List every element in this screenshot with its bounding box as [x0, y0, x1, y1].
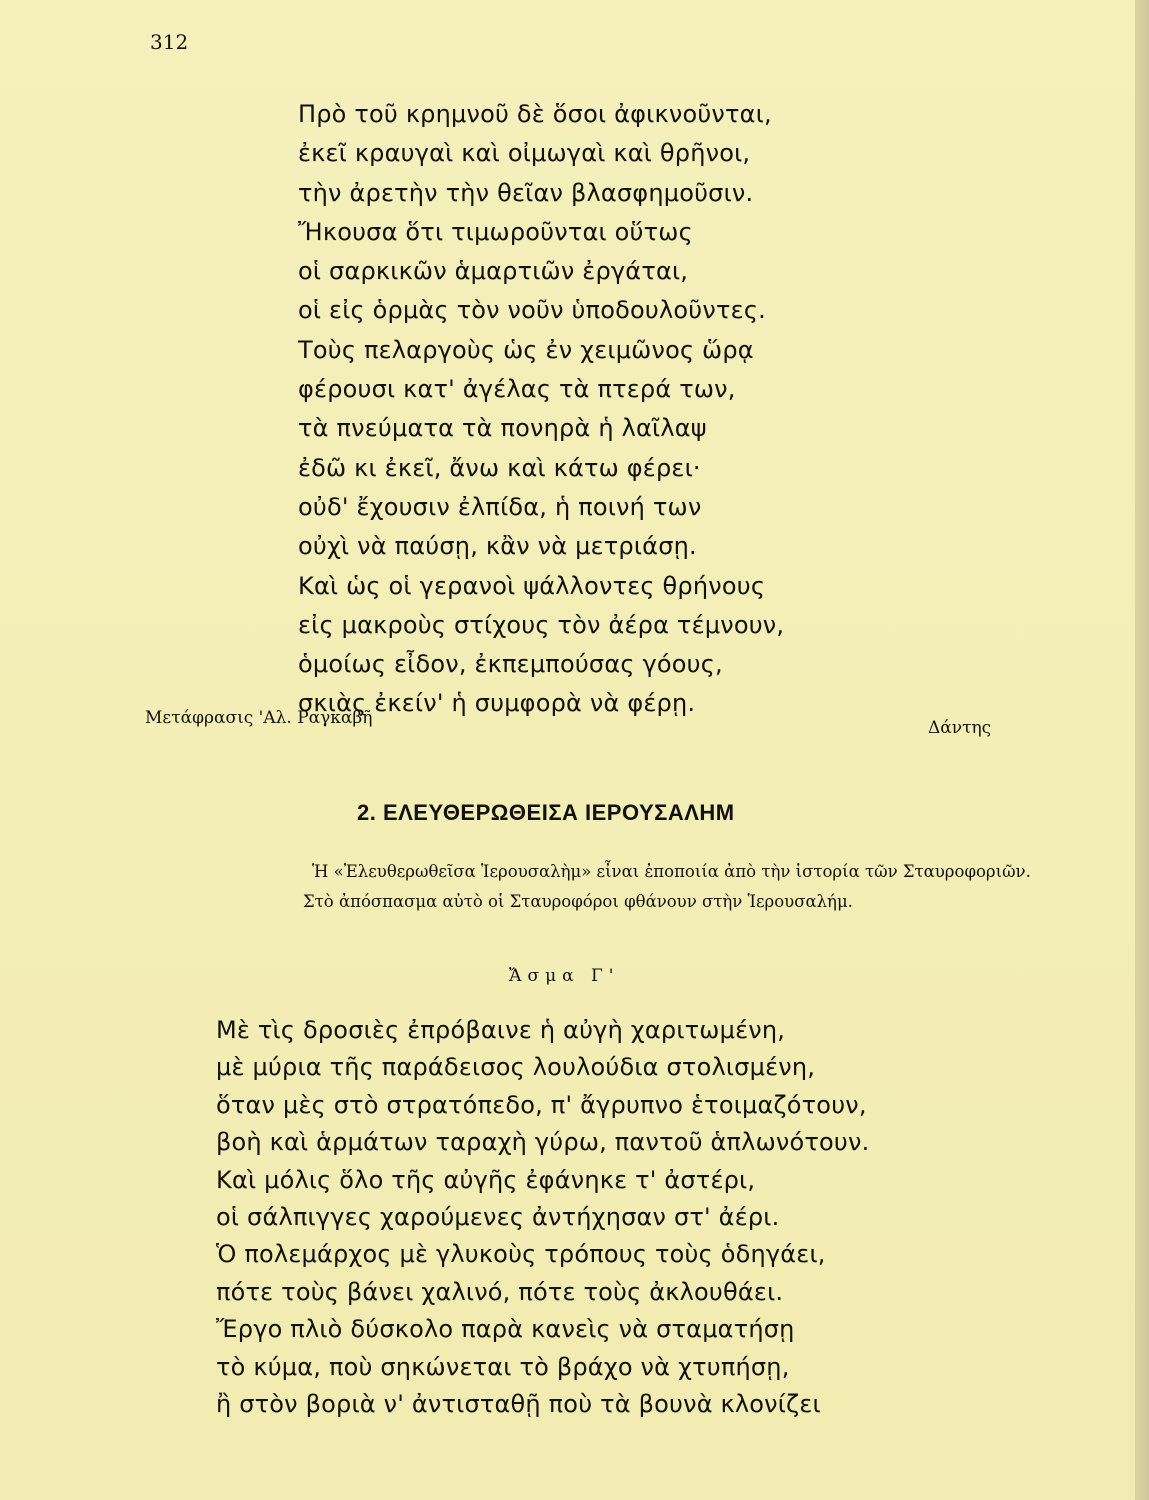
poem-line: τὰ πνεύματα τὰ πονηρὰ ἡ λαῖλαψ [298, 414, 707, 443]
poem-line: εἰς μακροὺς στίχους τὸν ἀέρα τέμνουν, [298, 610, 785, 639]
author-credit: Δάντης [928, 718, 992, 738]
poem-line: μὲ μύρια τῆς παράδεισος λουλούδια στολισμένη, [216, 1053, 816, 1082]
poem-line: Μὲ τὶς δροσιὲς ἐπρόβαινε ἡ αὐγὴ χαριτωμένη, [216, 1016, 786, 1044]
poem-line: φέρουσι κατ' ἀγέλας τὰ πτερά των, [298, 375, 736, 404]
poem-line: οὐδ' ἔχουσιν ἐλπίδα, ἡ ποινή των [298, 492, 702, 521]
poem-line: Πρὸ τοῦ κρημνοῦ δὲ ὅσοι ἀφικνοῦνται, [298, 100, 772, 128]
poem-line: οἱ σαρκικῶν ἁμαρτιῶν ἐργάται, [298, 257, 689, 286]
poem-inferno [298, 95, 784, 724]
poem-line: ἐκεῖ κραυγαὶ καὶ οἰμωγαὶ καὶ θρῆνοι, [298, 139, 751, 168]
intro-paragraph: Ἡ «Ἐλευθερωθεῖσα Ἱερουσαλὴμ» εἶναι ἐποποιία ἀπὸ τὴν ἱστορία τῶν Σταυροφοριῶν. [312, 862, 1031, 881]
poem-line: Τοὺς πελαργοὺς ὡς ἐν χειμῶνος ὥρᾳ [298, 335, 754, 364]
poem-line: ὅταν μὲς στὸ στρατόπεδο, π' ἄγρυπνο ἑτοιμαζότουν, [216, 1090, 867, 1119]
poem-line: Ἔργο πλιὸ δύσκολο παρὰ κανεὶς νὰ σταματήσῃ [216, 1315, 795, 1344]
poem-line: Ὁ πολεμάρχος μὲ γλυκοὺς τρόπους τοὺς ὁδηγάει, [216, 1240, 826, 1269]
poem-line: οὐχὶ νὰ παύσῃ, κἂν νὰ μετριάσῃ. [298, 532, 697, 561]
section-intro [283, 857, 1043, 917]
poem-line: Καὶ ὡς οἱ γερανοὶ ψάλλοντες θρήνους [298, 571, 766, 600]
intro-paragraph: Στὸ ἀπόσπασμα αὐτὸ οἱ Σταυροφόροι φθάνουν στὴν Ἱερουσαλήμ. [303, 892, 853, 911]
poem-line: βοὴ καὶ ἁρμάτων ταραχὴ γύρω, παντοῦ ἁπλωνότουν. [216, 1128, 870, 1157]
poem-line: ἐδῶ κι ἐκεῖ, ἄνω καὶ κάτω φέρει· [298, 453, 701, 482]
poem-line: ἢ στὸν βοριὰ ν' ἀντισταθῇ ποὺ τὰ βουνὰ κλονίζει [216, 1390, 821, 1419]
poem-line: Ἤκουσα ὅτι τιμωροῦνται οὕτως [298, 217, 693, 246]
poem-line: σκιὰς ἐκείν' ἡ συμφορὰ νὰ φέρῃ. [298, 689, 696, 718]
page-number: 312 [150, 30, 189, 54]
poem-jerusalem [216, 1012, 869, 1423]
poem-line: οἱ σάλπιγγες χαρούμενες ἀντήχησαν στ' ἀέρι. [216, 1203, 780, 1232]
poem-line: οἱ εἰς ὁρμὰς τὸν νοῦν ὑποδουλοῦντες. [298, 296, 766, 325]
page-edge [1135, 0, 1149, 1500]
translator-credit: Μετάφρασις 'Αλ. Ραγκαβῆ [145, 708, 373, 728]
canto-heading: Ἄσμα Γ' [509, 966, 620, 986]
poem-line: Καὶ μόλις ὅλο τῆς αὐγῆς ἐφάνηκε τ' ἀστέρι, [216, 1165, 756, 1194]
poem-line: πότε τοὺς βάνει χαλινό, πότε τοὺς ἀκλουθάει. [216, 1277, 784, 1306]
poem-line: ὁμοίως εἶδον, ἐκπεμπούσας γόους, [298, 650, 723, 679]
poem-line: τὴν ἀρετὴν τὴν θεῖαν βλασφημοῦσιν. [298, 178, 754, 207]
poem-line: τὸ κύμα, ποὺ σηκώνεται τὸ βράχο νὰ χτυπήσῃ, [216, 1352, 790, 1381]
section-title: 2. ΕΛΕΥΘΕΡΩΘΕΙΣΑ ΙΕΡΟΥΣΑΛΗΜ [357, 800, 735, 825]
